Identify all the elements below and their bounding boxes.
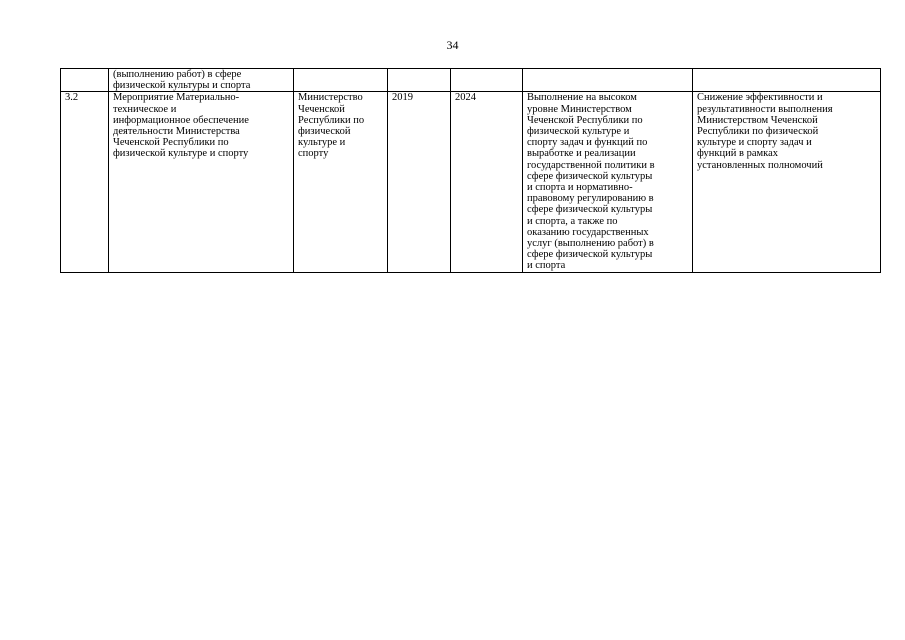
table-cell-expected-result: Выполнение на высоком уровне Министерством Чеченской Республики по физической культуре и спорту задач и функций по выработке и реализации государственной политики в сфере физической культуры и спорта и нормативно- правовому регулированию в сфере физической культуры и спорта, а также по оказанию государственных услуг (выполнению работ) в сфере физической культуры и спорта bbox=[523, 92, 693, 272]
table-cell-expected-result bbox=[523, 69, 693, 92]
table-cell-measure-name: (выполнению работ) в сфере физической культуры и спорта bbox=[109, 69, 294, 92]
table-cell-number: 3.2 bbox=[61, 92, 109, 272]
table-row bbox=[61, 69, 881, 92]
measures-table bbox=[60, 68, 881, 273]
table-cell-end-year bbox=[451, 69, 523, 92]
table-cell-end-year: 2024 bbox=[451, 92, 523, 272]
table-row bbox=[61, 92, 881, 272]
table-cell-executor: Министерство Чеченской Республики по физической культуре и спорту bbox=[294, 92, 388, 272]
table-cell-executor bbox=[294, 69, 388, 92]
table-cell-measure-name: Мероприятие Материально- техническое и информационное обеспечение деятельности Министерства Чеченской Республики по физической культуре и спорту bbox=[109, 92, 294, 272]
table-cell-start-year: 2019 bbox=[388, 92, 451, 272]
table-cell-number bbox=[61, 69, 109, 92]
page-number: 34 bbox=[446, 38, 459, 52]
table-cell-consequence: Снижение эффективности и результативности выполнения Министерством Чеченской Республики по физической культуре и спорту задач и функций в рамках установленных полномочий bbox=[693, 92, 881, 272]
table-cell-start-year bbox=[388, 69, 451, 92]
table-cell-consequence bbox=[693, 69, 881, 92]
